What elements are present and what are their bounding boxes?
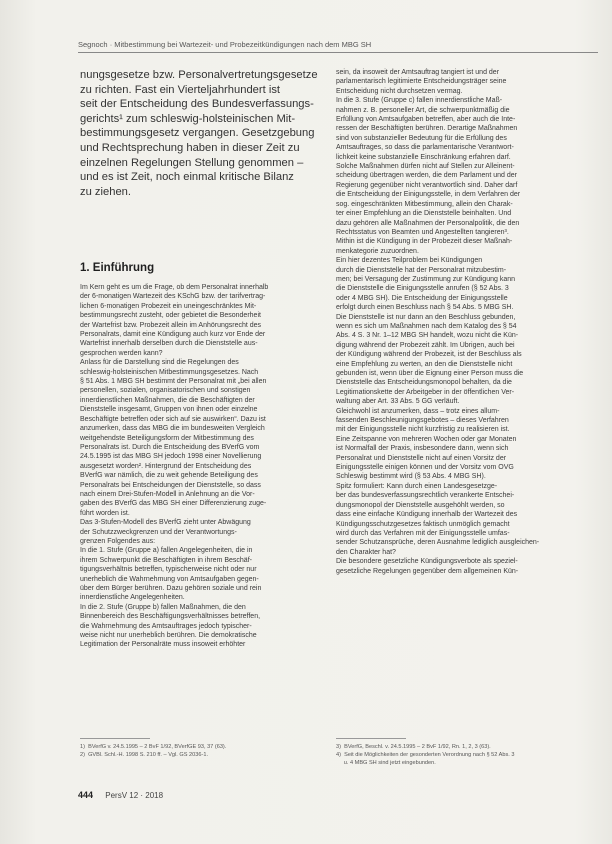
footnote-rule <box>80 738 150 739</box>
text-line: ber das bundesverfassungsrechtlich verankerte Entschei- <box>336 492 515 500</box>
text-line: Personalrats bei Entscheidungen der Dienststelle, so dass <box>80 481 261 489</box>
text-line: Dienststelle insgesamt, Gruppen von ihnen oder einzelne <box>80 406 258 414</box>
running-head-text: Segnoch · Mitbestimmung bei Wartezeit- und Probezeitkündigungen nach dem MBG SH <box>78 40 372 49</box>
footnote: 2) GVBl. Schl.-H. 1998 S. 210 ff. – Vgl. GS 2036-1. <box>80 752 208 758</box>
text-line: Abs. 4 S. 3 Nr. 1–12 MBG SH handelt, wozu nicht die Kün- <box>336 332 519 340</box>
text-line: personellen, sozialen, organisatorischen und sonstigen <box>80 387 251 395</box>
text-line: In die 1. Stufe (Gruppe a) fallen Angelegenheiten, die in <box>80 547 253 555</box>
text-line: BVerfG war nämlich, die zu weit gehende Beteiligung des <box>80 472 258 480</box>
text-line: nach einem Drei-Stufen-Modell in Anlehnung an die Vor- <box>80 490 255 498</box>
text-line: oder 4 MBG SH). Die Entscheidung der Einigungsstelle <box>336 294 508 302</box>
text-line: gesetzliche Regelungen gegenüber dem allgemeinen Kün- <box>336 567 519 575</box>
text-line: Personalrat und Dienststelle nicht auf einen Vorsitz der <box>336 454 507 462</box>
text-line: lichkeit keine substanzielle Einschränkung erfahren darf. <box>336 153 511 161</box>
text-line: Kündigungsschutzgesetzes faktisch unmöglich gemacht <box>336 520 510 528</box>
text-line: grenzen Folgendes aus: <box>80 537 156 545</box>
text-line: Einigungsstelle einigen können und der Vorsitz vom OVG <box>336 464 514 472</box>
text-line: erfolgt durch einen Beschluss nach § 54 Abs. 5 MBG SH. <box>336 304 514 312</box>
text-line: ausgesetzt worden². Hintergrund der Entscheidung des <box>80 462 252 470</box>
running-head <box>78 40 598 49</box>
text-line: waltung aber Art. 33 Abs. 5 GG verläuft. <box>336 398 460 406</box>
text-line: der 6-monatigen Wartezeit des KSchG bzw. der tarifvertrag- <box>80 293 266 301</box>
text-line: Dienststelle das Entscheidungsmonopol behalten, da die <box>336 379 512 387</box>
intro-line: einzelnen Regelungen Stellung genommen – <box>80 156 304 169</box>
text-line: Im Kern geht es um die Frage, ob dem Personalrat innerhalb <box>80 284 269 291</box>
left-column <box>80 283 330 650</box>
text-line: bestimmungsrecht zusteht, oder gebietet die Besonderheit <box>80 312 261 320</box>
intro-line: nungsgesetze bzw. Personalvertretungsgesetze <box>80 69 318 81</box>
text-line: schleswig-holsteinischen Mitbestimmungsgesetzes. Nach <box>80 368 259 376</box>
text-line: dass eine einfache Kündigung innerhalb der Wartezeit des <box>336 511 518 519</box>
text-line: mit der Einigungsstelle nicht kurzfristig zu realisieren ist. <box>336 426 510 434</box>
footnote: 4) Seit die Möglichkeiten der gesonderten Verordnung nach § 52 Abs. 3 <box>336 752 515 758</box>
text-line: Beschäftigte betreffen oder sich auf sie auswirken“. Dazu ist <box>80 415 266 423</box>
text-line: Entscheidung nicht durchsetzen vermag. <box>336 87 463 95</box>
intro-line: seit der Entscheidung des Bundesverfassungs- <box>80 98 314 111</box>
text-line: Amtsauftrages, so dass die parlamentarische Verantwort- <box>336 144 514 152</box>
intro-line: und Rechtsprechung haben in dieser Zeit zu <box>80 141 300 154</box>
text-line: ist Normalfall der Praxis, insbesondere dann, wenn sich <box>336 445 509 453</box>
text-line: gaben des BVerfG das MBG SH einer Differenzierung zuge- <box>80 500 267 508</box>
text-line: Schleswig bestimmt wird (§ 53 Abs. 4 MBG SH). <box>336 473 486 481</box>
text-line: dungsmonopol der Dienststelle ausgehöhlt werden, so <box>336 501 505 509</box>
text-line: eine Empfehlung zu werten, an den die Dienststelle nicht <box>336 360 513 368</box>
text-line: führt worden ist. <box>80 509 130 517</box>
text-line: menkategorie zuzuordnen. <box>336 247 419 255</box>
text-line: Solche Maßnahmen dürfen nicht auf Stellen zur Alleinent- <box>336 163 515 171</box>
text-line: tigungsverhältnis betreffen, typischerweise nicht oder nur <box>80 566 257 574</box>
text-line: Wartefrist innerhalb derselben durch die Dienststelle aus- <box>80 340 258 348</box>
text-line: Anlass für die Darstellung sind die Regelungen des <box>80 359 239 367</box>
text-line: digung während der Probezeit zählt. Im Übrigen, auch bei <box>336 341 515 349</box>
text-line: sind von substanzieller Bedeutung für die Erfüllung des <box>336 134 507 142</box>
text-line: durch die Dienststelle hat der Personalrat mitzubestim- <box>336 266 507 274</box>
footnote: 3) BVerfG, Beschl. v. 24.5.1995 – 2 BvF 1/92, Rn. 1, 2, 3 (63). <box>336 744 491 750</box>
page-footer <box>78 790 163 800</box>
text-line: die Entscheidung der Einigungsstelle, in dem Verfahren der <box>336 191 521 199</box>
text-line: Mithin ist die Kündigung in der Probezeit dieser Maßnah- <box>336 238 513 246</box>
right-column <box>336 68 586 576</box>
running-head-rule <box>78 52 598 53</box>
text-line: Das 3-Stufen-Modell des BVerfG zieht unter Abwägung <box>80 519 251 527</box>
text-line: 24.5.1995 ist das MBG SH jedoch 1998 einer Novellierung <box>80 453 262 461</box>
text-line: der Wartefrist bzw. Probezeit allein im Anhörungsrecht des <box>80 321 262 329</box>
text-line: Die Dienststelle ist nur dann an den Beschluss gebunden, <box>336 313 516 321</box>
page-number: 444 <box>78 790 94 800</box>
text-line: gebunden ist, wenn über die Eignung einer Person muss die <box>336 370 524 377</box>
text-line: lichen 6-monatigen Probezeit ein uneingeschränktes Mit- <box>80 302 257 310</box>
text-line: dazu gehören alle Maßnahmen der Personalpolitik, die den <box>336 219 520 227</box>
text-line: Spitz formuliert: Kann durch einen Landesgesetzge- <box>336 482 498 490</box>
text-line: Erfüllung von Amtsaufgaben betreffen, aber auch die Inte- <box>336 116 516 124</box>
intro-line: zu ziehen. <box>80 185 131 198</box>
text-line: Personalrats, damit eine Kündigung auch kurz vor Ende der <box>80 331 266 339</box>
intro-line: und es ist Zeit, noch einmal kritische Bilanz <box>80 171 294 184</box>
intro-line: bestimmungsgesetz vergangen. Gesetzgebung <box>80 127 315 140</box>
text-line: der Kündigung während der Probezeit, ist der Beschluss als <box>336 351 522 359</box>
text-line: weitgehendste Beteiligungsform der Mitbestimmung des <box>80 434 254 442</box>
text-line: Personalrats ist. Durch die Entscheidung des BVerfG vom <box>80 443 260 451</box>
intro-block <box>80 68 330 199</box>
section-heading: 1. Einführung <box>80 262 155 274</box>
text-line: ter einer Empfehlung an die Dienststelle beinhalten. Und <box>336 210 512 218</box>
intro-line: gerichts¹ zum schleswig-holsteinischen Mit- <box>80 112 296 125</box>
text-line: § 51 Abs. 1 MBG SH bestimmt der Personalrat mit „bei allen <box>80 378 267 386</box>
text-line: innerdienstlichen Maßnahmen, die die Beschäftigten der <box>80 396 255 404</box>
text-line: sender Schutzansprüche, deren Ausnahme lediglich ausgleichen- <box>336 539 540 547</box>
text-line: über dem Bürger berühren. Dazu gehören soziale und rein <box>80 585 262 592</box>
text-line: scheidung übertragen werden, die dem Parlament und der <box>336 172 517 180</box>
text-line: der Schutzzweckgrenzen und der Verantwortungs- <box>80 528 237 536</box>
footnotes-left <box>80 738 330 759</box>
text-line: wenn es sich um Maßnahmen nach dem Katalog des § 54 <box>336 322 517 330</box>
text-line: die Wahrnehmung des Amtsauftrages jedoch typischer- <box>80 622 252 630</box>
intro-line: zu richten. Fast ein Vierteljahrhundert ist <box>80 83 281 96</box>
intro-text <box>80 68 330 199</box>
text-line: parlamentarisch legitimierte Entscheidungsträger seine <box>336 78 507 86</box>
text-line: Ein hier dezentes Teilproblem bei Kündigungen <box>336 257 483 265</box>
text-line: die Dienststelle die Einigungsstelle anrufen (§ 52 Abs. 3 <box>336 285 509 293</box>
text-line: wird durch das Verfahren mit der Einigungsstelle umfas- <box>336 529 510 537</box>
text-line: Regierung gegenüber nicht verantwortlich sind. Daher darf <box>336 181 518 189</box>
text-line: ihrem Schwerpunkt die Beschäftigten in ihrem Beschäf- <box>80 556 252 564</box>
text-line: nahmen z. B. personeller Art, die schwerpunktmäßig die <box>336 106 510 114</box>
text-line: Gleichwohl ist anzumerken, dass – trotz eines allum- <box>336 407 500 415</box>
text-line: innerdienstliche Angelegenheiten. <box>80 594 185 602</box>
text-line: fassenden Beschleunigungsgebotes – dieses Verfahren <box>336 417 509 425</box>
text-line: anzumerken, dass das MBG die im bundesweiten Vergleich <box>80 425 265 433</box>
footnote: u. 4 MBG SH sind jetzt eingebunden. <box>336 760 436 766</box>
journal-issue: PersV 12 · 2018 <box>105 791 164 800</box>
right-column-text <box>336 68 586 576</box>
text-line: Eine Zeitspanne von mehreren Wochen oder gar Monaten <box>336 435 517 443</box>
text-line: weise nicht nur unerheblich berühren. Die demokratische <box>80 632 257 640</box>
text-line: sog. eingeschränkten Mitbestimmung, allein den Charak- <box>336 200 513 208</box>
text-line: Legitimationskette der Arbeitgeber in der öffentlichen Ver- <box>336 388 515 396</box>
text-line: ressen der Beschäftigten berühren. Derartige Maßnahmen <box>336 125 518 133</box>
text-line: den Charakter hat? <box>336 548 396 556</box>
text-line: sein, da insoweit der Amtsauftrag tangiert ist und der <box>336 69 500 76</box>
text-line: gesprochen werden kann? <box>80 349 163 357</box>
text-line: Die besondere gesetzliche Kündigungsverbote als speziel- <box>336 558 518 566</box>
text-line: men; bei Versagung der Zustimmung zur Kündigung kann <box>336 275 515 283</box>
text-line: In die 2. Stufe (Gruppe b) fallen Maßnahmen, die den <box>80 603 246 611</box>
footnote: 1) BVerfG v. 24.5.1995 – 2 BvF 1/92, BVerfGE 93, 37 (63). <box>80 744 227 750</box>
text-line: In die 3. Stufe (Gruppe c) fallen innerdienstliche Maß- <box>336 97 503 105</box>
text-line: Rechtsstatus von Beamten und Angestellten tangieren³. <box>336 228 509 236</box>
footnotes-right <box>336 738 586 767</box>
left-column-text <box>80 283 330 650</box>
footnote-rule <box>336 738 406 739</box>
text-line: Legitimation der Personalräte muss insoweit erhöhter <box>80 641 246 649</box>
text-line: Binnenbereich des Beschäftigungsverhältnisses betreffen, <box>80 613 261 621</box>
text-line: unerheblich die Wahrnehmung von Amtsaufgaben gegen- <box>80 575 259 583</box>
